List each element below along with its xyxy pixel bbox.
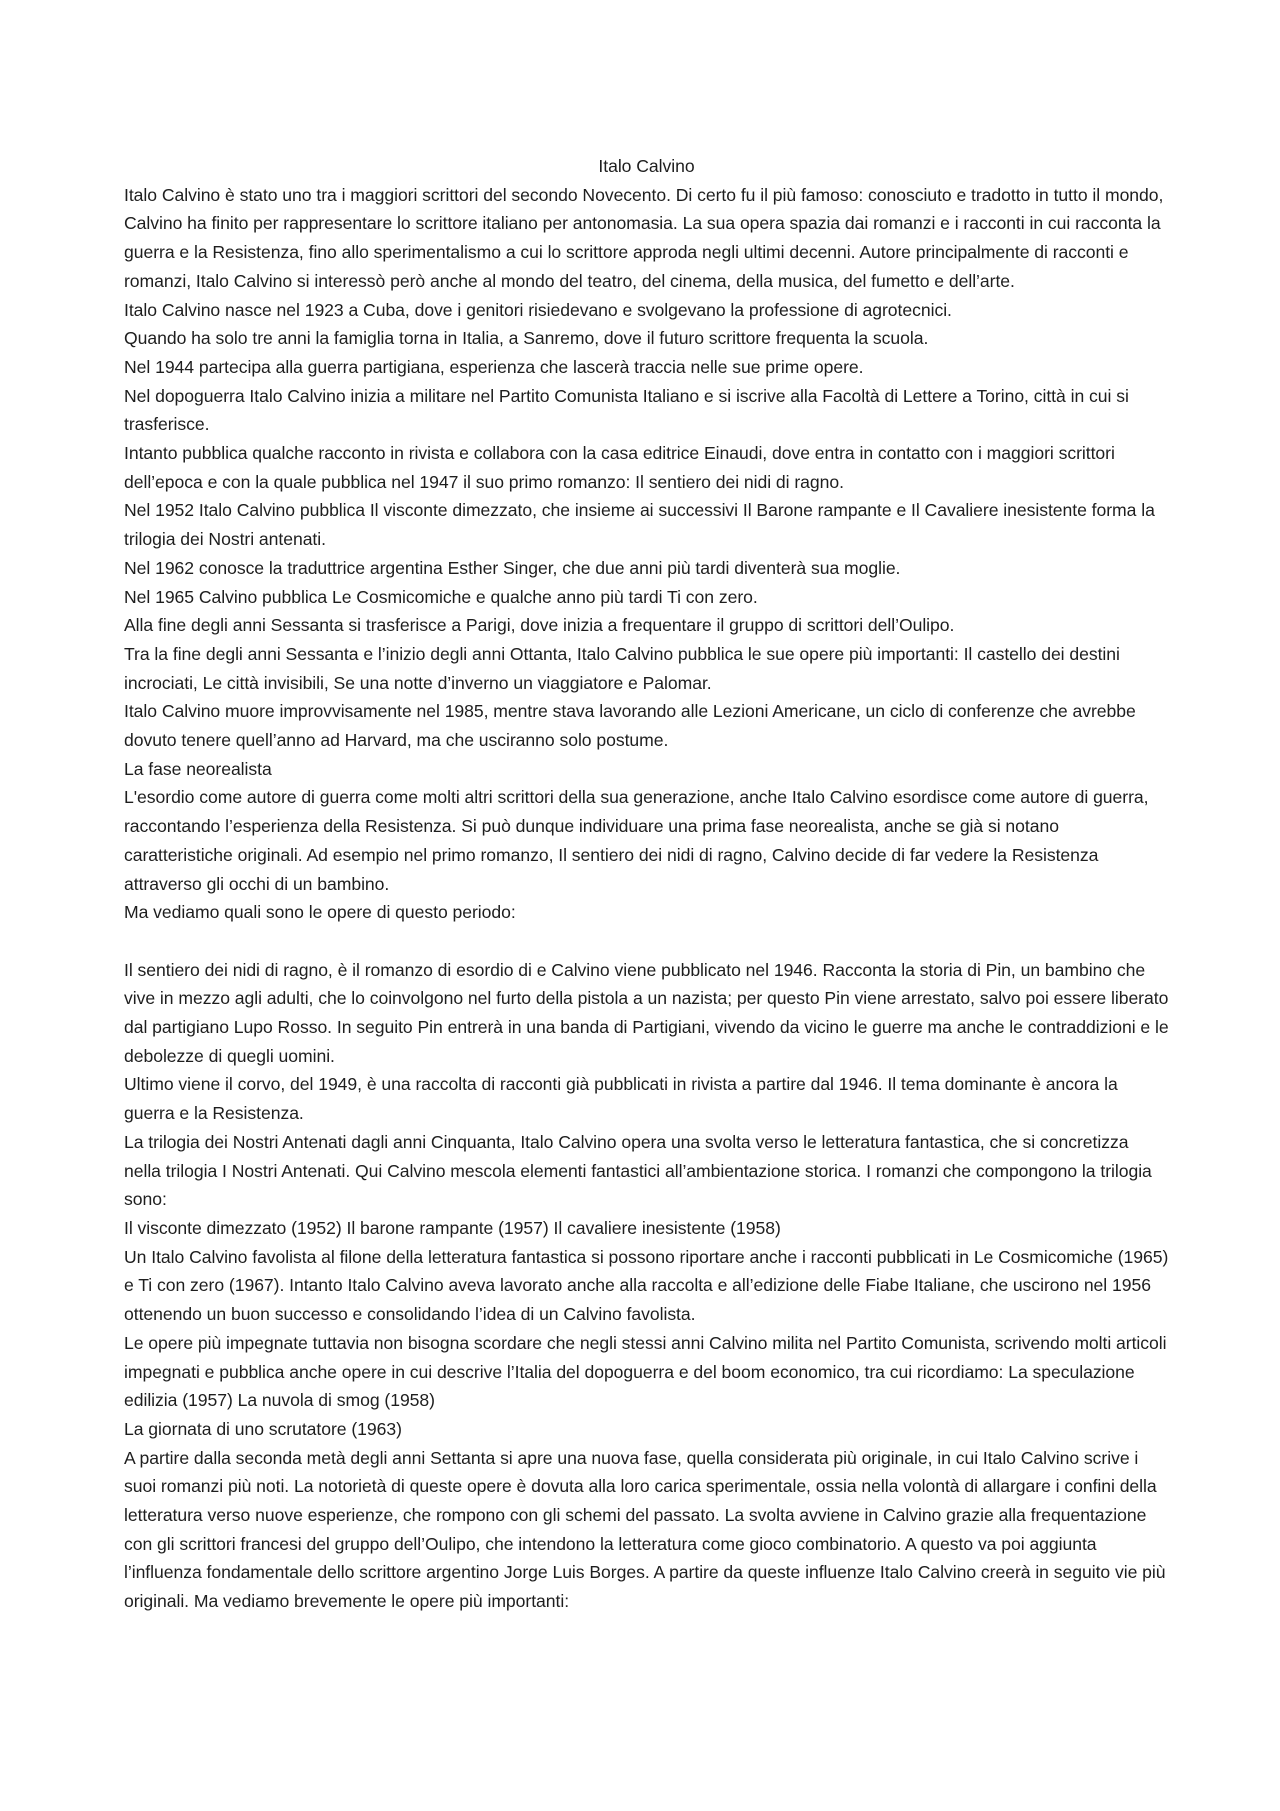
blank-line xyxy=(124,927,1169,956)
paragraph: Tra la fine degli anni Sessanta e l’inizio degli anni Ottanta, Italo Calvino pubblica le sue opere più importanti: Il castello dei destini incrociati, Le città invisibili, Se una notte d’inverno un viaggiatore e Palomar. xyxy=(124,643,1120,693)
paragraph: Le opere più impegnate tuttavia non bisogna scordare che negli stessi anni Calvino milita nel Partito Comunista, scrivendo molti articoli impegnati e pubblica anche opere in cui descrive l’Italia del dopoguerra e del boom economico, tra cui ricordiamo: La speculazione edilizia (1957) La nuvola di smog (1958) xyxy=(124,1332,1167,1411)
paragraph: Nel 1944 partecipa alla guerra partigiana, esperienza che lascerà traccia nelle sue prime opere. xyxy=(124,356,864,377)
paragraph: La fase neorealista xyxy=(124,758,272,779)
document-page xyxy=(124,152,1169,1616)
paragraph: Alla fine degli anni Sessanta si trasferisce a Parigi, dove inizia a frequentare il gruppo di scrittori dell’Oulipo. xyxy=(124,615,955,636)
paragraph: La giornata di uno scrutatore (1963) xyxy=(124,1418,402,1439)
document-body xyxy=(124,181,1169,1616)
paragraph: Italo Calvino è stato uno tra i maggiori scrittori del secondo Novecento. Di certo fu il più famoso: conosciuto e tradotto in tutto il mondo, Calvino ha finito per rappresentare lo scrittore italiano per antonomasia. La sua opera spazia dai romanzi e i racconti in cui racconta la guerra e la Resistenza, fino allo sperimentalismo a cui lo scrittore approda negli ultimi decenni. Autore principalmente di racconti e romanzi, Italo Calvino si interessò però anche al mondo del teatro, del cinema, della musica, del fumetto e dell’arte. xyxy=(124,184,1164,291)
paragraph: Quando ha solo tre anni la famiglia torna in Italia, a Sanremo, dove il futuro scrittore frequenta la scuola. xyxy=(124,328,929,349)
paragraph: Italo Calvino nasce nel 1923 a Cuba, dove i genitori risiedevano e svolgevano la professione di agrotecnici. xyxy=(124,299,952,320)
paragraph: Ma vediamo quali sono le opere di questo periodo: xyxy=(124,902,516,923)
paragraph: Il visconte dimezzato (1952) Il barone rampante (1957) Il cavaliere inesistente (1958) xyxy=(124,1218,781,1238)
paragraph: Nel dopoguerra Italo Calvino inizia a militare nel Partito Comunista Italiano e si iscrive alla Facoltà di Lettere a Torino, città in cui si trasferisce. xyxy=(124,385,1129,435)
paragraph: Un Italo Calvino favolista al filone della letteratura fantastica si possono riportare anche i racconti pubblicati in Le Cosmicomiche (1965) e Ti con zero (1967). Intanto Italo Calvino aveva lavorato anche alla raccolta e all’edizione delle Fiabe Italiane, che uscirono nel 1956 ottenendo un buon successo e consolidando l’idea di un Calvino favolista. xyxy=(124,1246,1169,1325)
paragraph: Nel 1962 conosce la traduttrice argentina Esther Singer, che due anni più tardi diventerà sua moglie. xyxy=(124,557,901,578)
paragraph: Il sentiero dei nidi di ragno, è il romanzo di esordio di e Calvino viene pubblicato nel 1946. Racconta la storia di Pin, un bambino che vive in mezzo agli adulti, che lo coinvolgono nel furto della pistola a un nazista; per questo Pin viene arrestato, salvo poi essere liberato dal partigiano Lupo Rosso. In seguito Pin entrerà in una banda di Partigiani, vivendo da vicino le guerre ma anche le contraddizioni e le debolezze di quegli uomini. xyxy=(124,959,1169,1066)
paragraph: L'esordio come autore di guerra come molti altri scrittori della sua generazione, anche Italo Calvino esordisce come autore di guerra, raccontando l’esperienza della Resistenza. Si può dunque individuare una prima fase neorealista, anche se già si notano caratteristiche originali. Ad esempio nel primo romanzo, Il sentiero dei nidi di ragno, Calvino decide di far vedere la Resistenza attraverso gli occhi di un bambino. xyxy=(124,787,1149,894)
paragraph: Nel 1952 Italo Calvino pubblica Il visconte dimezzato, che insieme ai successivi Il Barone rampante e Il Cavaliere inesistente forma la trilogia dei Nostri antenati. xyxy=(124,500,1155,550)
paragraph: Ultimo viene il corvo, del 1949, è una raccolta di racconti già pubblicati in rivista a partire dal 1946. Il tema dominante è ancora la guerra e la Resistenza. xyxy=(124,1074,1118,1124)
paragraph: Italo Calvino muore improvvisamente nel 1985, mentre stava lavorando alle Lezioni Americane, un ciclo di conferenze che avrebbe dovuto tenere quell’anno ad Harvard, ma che usciranno solo postume. xyxy=(124,701,1136,751)
paragraph: Nel 1965 Calvino pubblica Le Cosmicomiche e qualche anno più tardi Ti con zero. xyxy=(124,586,758,607)
paragraph: Intanto pubblica qualche racconto in rivista e collabora con la casa editrice Einaudi, dove entra in contatto con i maggiori scrittori dell’epoca e con la quale pubblica nel 1947 il suo primo romanzo: Il sentiero dei nidi di ragno. xyxy=(124,443,1115,492)
paragraph: A partire dalla seconda metà degli anni Settanta si apre una nuova fase, quella considerata più originale, in cui Italo Calvino scrive i suoi romanzi più noti. La notorietà di queste opere è dovuta alla loro carica sperimentale, ossia nella volontà di allargare i confini della letteratura verso nuove esperienze, che rompono con gli schemi del passato. La svolta avviene in Calvino grazie alla frequentazione con gli scrittori francesi del gruppo dell’Oulipo, che intendono la letteratura come gioco combinatorio. A questo va poi aggiunta l’influenza fondamentale dello scrittore argentino Jorge Luis Borges. A partire da queste influenze Italo Calvino creerà in seguito vie più originali. Ma vediamo brevemente le opere più importanti: xyxy=(124,1447,1166,1612)
paragraph: La trilogia dei Nostri Antenati dagli anni Cinquanta, Italo Calvino opera una svolta verso le letteratura fantastica, che si concretizza nella trilogia I Nostri Antenati. Qui Calvino mescola elementi fantastici all’ambientazione storica. I romanzi che compongono la trilogia sono: xyxy=(124,1131,1152,1210)
document-title: Italo Calvino xyxy=(598,156,695,176)
